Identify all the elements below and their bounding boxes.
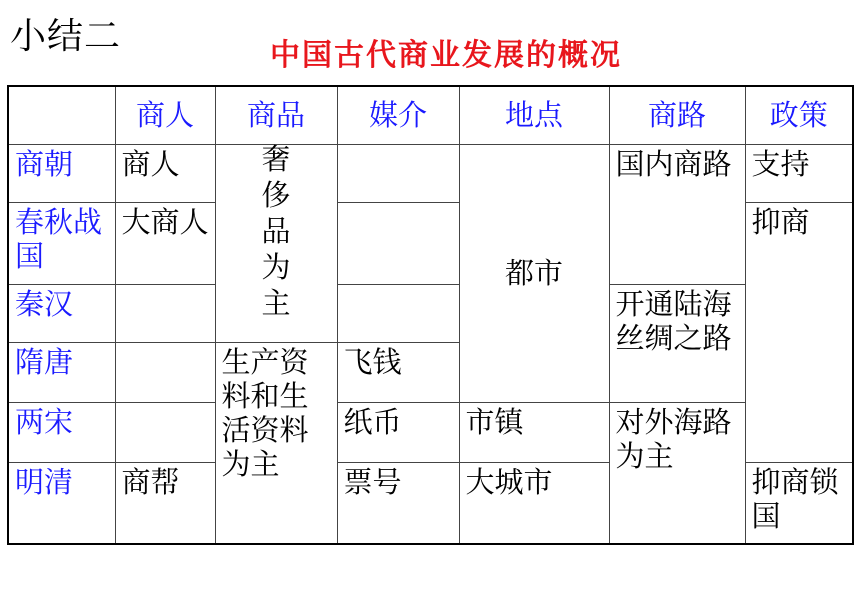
table-row — [8, 144, 853, 202]
header-goods: 商品 — [215, 86, 337, 144]
era-liangsong: 两宋 — [8, 402, 115, 462]
policy-restrict: 抑商 — [745, 202, 853, 462]
corner-title: 小结二 — [10, 16, 122, 57]
era-shang: 商朝 — [8, 144, 115, 202]
route-sea: 对外海路为主 — [609, 402, 745, 544]
merchant-qinhan — [115, 284, 215, 342]
header-routes: 商路 — [609, 86, 745, 144]
merchant-shang: 商人 — [115, 144, 215, 202]
era-chunqiu: 春秋战国 — [8, 202, 115, 284]
route-silk: 开通陆海丝绸之路 — [609, 284, 745, 402]
header-places: 地点 — [459, 86, 609, 144]
merchant-mingqing: 商帮 — [115, 462, 215, 544]
medium-shang — [337, 144, 459, 202]
goods-luxury: 奢侈品为主 — [215, 144, 337, 342]
policy-shang: 支持 — [745, 144, 853, 202]
medium-suitang: 飞钱 — [337, 342, 459, 402]
header-medium: 媒介 — [337, 86, 459, 144]
page-title: 中国古代商业发展的概况 — [270, 38, 622, 73]
medium-qinhan — [337, 284, 459, 342]
era-suitang: 隋唐 — [8, 342, 115, 402]
merchant-liangsong — [115, 402, 215, 462]
place-cities: 都市 — [459, 144, 609, 402]
table-row — [8, 402, 853, 462]
summary-table — [7, 85, 854, 545]
medium-chunqiu — [337, 202, 459, 284]
medium-liangsong: 纸币 — [337, 402, 459, 462]
route-domestic: 国内商路 — [609, 144, 745, 284]
era-mingqing: 明清 — [8, 462, 115, 544]
era-qinhan: 秦汉 — [8, 284, 115, 342]
merchant-suitang — [115, 342, 215, 402]
table-header-row — [8, 86, 853, 144]
medium-mingqing: 票号 — [337, 462, 459, 544]
policy-mingqing: 抑商锁国 — [745, 462, 853, 544]
place-big-cities: 大城市 — [459, 462, 609, 544]
goods-essentials: 生产资料和生活资料为主 — [215, 342, 337, 544]
table-row — [8, 284, 853, 342]
place-market-towns: 市镇 — [459, 402, 609, 462]
header-policy: 政策 — [745, 86, 853, 144]
merchant-chunqiu: 大商人 — [115, 202, 215, 284]
header-merchants: 商人 — [115, 86, 215, 144]
header-cell-empty — [8, 86, 115, 144]
